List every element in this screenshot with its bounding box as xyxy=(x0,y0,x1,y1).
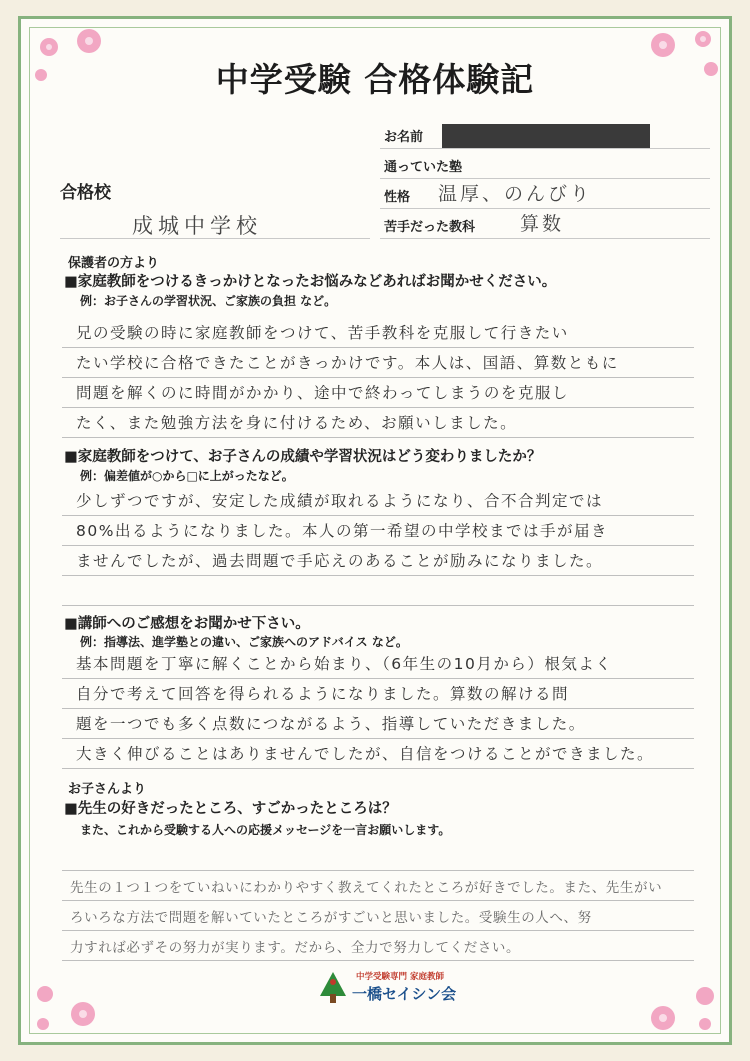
child-question: ■先生の好きだったところ、すごかったところは？ xyxy=(64,800,397,817)
answer-text: たい学校に合格できたことがきっかけです。本人は、国語、算数ともに xyxy=(76,354,619,372)
answer-text: ませんでしたが、過去問題で手応えのあることが励みになりました。 xyxy=(76,552,604,570)
answer-text: 兄の受験の時に家庭教師をつけて、苦手教科を克服して行きたい xyxy=(76,324,569,342)
company-logo xyxy=(318,968,458,1008)
answer-text: たく、また勉強方法を身に付けるため、お願いしました。 xyxy=(76,414,518,432)
answer-line xyxy=(62,407,694,438)
example-2: 例：偏差値が○から□に上がったなど。 xyxy=(80,469,294,483)
answer-text: ろいろな方法で問題を解いていたところがすごいと思いました。受験生の人へ、努 xyxy=(70,910,592,926)
question-1: ■家庭教師をつけるきっかけとなったお悩みなどあればお聞かせください。 xyxy=(64,273,557,290)
school-label: 合格校 xyxy=(60,183,111,203)
question-3: ■講師へのご感想をお聞かせ下さい。 xyxy=(64,615,310,632)
question-2: ■家庭教師をつけて、お子さんの成績や学習状況はどう変わりましたか？ xyxy=(64,448,542,465)
personality-row xyxy=(380,182,710,209)
answer-text: 先生の１つ１つをていねいにわかりやすく教えてくれたところが好きでした。また、先生がい xyxy=(70,880,663,896)
answer-line xyxy=(62,900,694,931)
answer-line xyxy=(62,485,694,516)
redacted-name xyxy=(442,124,650,148)
parent-section-label: 保護者の方より xyxy=(68,256,160,271)
answer-text: 題を一つでも多く点数につながるよう、指導していただきました。 xyxy=(76,715,586,733)
answer-text: 力すれば必ずその努力が実ります。だから、全力で努力してください。 xyxy=(70,940,521,956)
answer-line xyxy=(62,347,694,378)
answer-line xyxy=(62,575,694,606)
cherry-blossom-icon xyxy=(27,976,117,1036)
answer-line xyxy=(62,678,694,709)
answer-text: 80%出るようになりました。本人の第一希望の中学校までは手が届き xyxy=(76,522,608,540)
school-value: 成城中学校 xyxy=(132,214,262,238)
answer-line xyxy=(62,930,694,961)
answer-line xyxy=(62,870,694,901)
answer-line xyxy=(62,545,694,576)
logo-name: 一橋セイシン会 xyxy=(352,985,457,1003)
weak-subject-value: 算数 xyxy=(520,213,565,235)
answer-line xyxy=(62,738,694,769)
weak-subject-row xyxy=(380,212,710,239)
name-label: お名前 xyxy=(384,130,424,145)
answer-text: 基本問題を丁寧に解くことから始まり、（6年生の10月から）根気よく xyxy=(76,655,613,673)
answer-line xyxy=(62,515,694,546)
cherry-blossom-icon xyxy=(633,976,723,1036)
example-3: 例：指導法、進学塾との違い、ご家族へのアドバイス など。 xyxy=(80,635,408,649)
personality-label: 性格 xyxy=(384,190,411,205)
logo-tagline: 中学受験専門 家庭教師 xyxy=(356,972,444,982)
name-row xyxy=(380,122,710,149)
school-underline xyxy=(60,238,370,239)
page-title: 中学受験 合格体験記 xyxy=(215,60,535,99)
juku-row xyxy=(380,152,710,179)
answer-text: 問題を解くのに時間がかかり、途中で終わってしまうのを克服し xyxy=(76,384,569,402)
answer-line xyxy=(62,317,694,348)
answer-line xyxy=(62,648,694,679)
answer-text: 大きく伸びることはありませんでしたが、自信をつけることができました。 xyxy=(76,745,655,763)
juku-label: 通っていた塾 xyxy=(384,160,463,175)
tree-logo-icon xyxy=(318,970,348,1004)
answer-text: 少しずつですが、安定した成績が取れるようになり、合不合判定では xyxy=(76,492,604,510)
answer-line xyxy=(62,840,694,871)
personality-value: 温厚、のんびり xyxy=(438,183,593,205)
child-section-label: お子さんより xyxy=(68,782,147,797)
answer-line xyxy=(62,377,694,408)
child-question-2: また、これから受験する人への応援メッセージを一言お願いします。 xyxy=(80,823,451,837)
example-1: 例：お子さんの学習状況、ご家族の負担 など。 xyxy=(80,294,337,308)
answer-text: 自分で考えて回答を得られるようになりました。算数の解ける問 xyxy=(76,685,570,703)
answer-line xyxy=(62,708,694,739)
weak-subject-label: 苦手だった教科 xyxy=(384,220,476,235)
